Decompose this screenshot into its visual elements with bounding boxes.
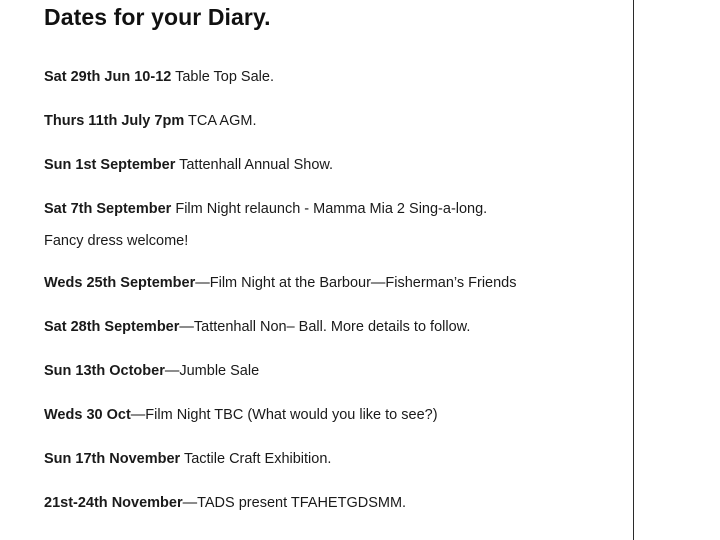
diary-entry-date: Weds 25th September [44,275,196,291]
diary-entry-text: —Jumble Sale [164,363,260,379]
diary-entry-text: —TADS present TFAHETGDSMM. [182,495,407,511]
diary-entry [44,494,614,512]
diary-entry-list [44,68,614,512]
diary-entry-date: Thurs 11th July 7pm [44,113,185,129]
diary-entry-date: Weds 30 Oct [44,407,131,423]
diary-entry-text: Fancy dress welcome! [44,233,189,249]
diary-entry-date: Sat 28th September [44,319,180,335]
diary-entry [44,318,614,336]
diary-entry-text: Film Night relaunch - Mamma Mia 2 Sing-a-long. [171,201,488,217]
diary-entry-text: —Tattenhall Non– Ball. More details to follow. [179,319,471,335]
diary-entry-date: Sun 17th November [44,451,181,467]
diary-entry-text: —Film Night at the Barbour—Fisherman’s Friends [195,275,517,291]
diary-entry-date: Sun 13th October [44,363,165,379]
diary-entry-text: —Film Night TBC (What would you like to see?) [130,407,438,423]
diary-entry [44,112,614,130]
diary-entry [44,274,614,292]
diary-entry-continuation [44,232,614,250]
diary-entry-date: Sat 29th Jun 10-12 [44,69,172,85]
diary-entry [44,450,614,468]
diary-entry-text: TCA AGM. [184,113,257,129]
diary-entry [44,68,614,86]
diary-entry-date: Sat 7th September [44,201,172,217]
document-content [44,0,614,538]
page-title: Dates for your Diary. [44,4,271,30]
diary-entry [44,156,614,174]
diary-entry-date: 21st-24th November [44,495,183,511]
diary-entry-text: Table Top Sale. [171,69,274,85]
diary-entry [44,406,614,424]
diary-entry [44,362,614,380]
diary-entry-text: Tattenhall Annual Show. [175,157,334,173]
diary-entry [44,200,614,218]
diary-entry-date: Sun 1st September [44,157,176,173]
page-gutter [635,0,720,540]
diary-entry-text: Tactile Craft Exhibition. [180,451,332,467]
